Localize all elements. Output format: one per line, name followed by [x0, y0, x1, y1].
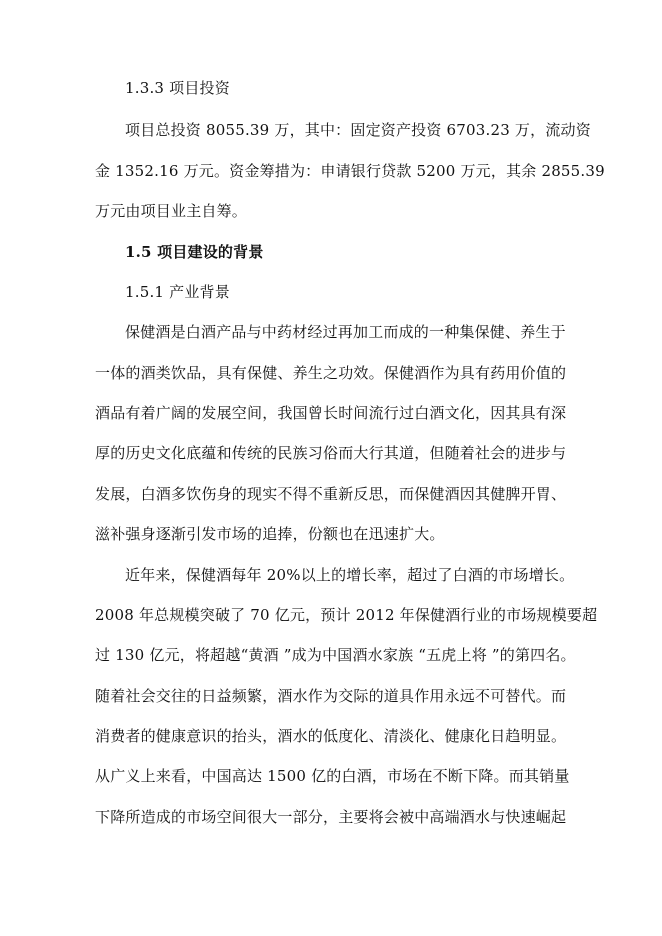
background-para1-line-2: 一体的酒类饮品，具有保健、养生之功效。保健酒作为具有药用价值的 [95, 364, 567, 382]
background-para2-line-1: 近年来，保健酒每年 20%以上的增长率，超过了白酒的市场增长。 [125, 566, 575, 584]
investment-line-3: 万元由项目业主自筹。 [95, 202, 248, 220]
background-para2-line-5: 消费者的健康意识的抬头，酒水的低度化、清淡化、健康化日趋明显。 [95, 727, 567, 745]
background-para1-line-3: 酒品有着广阔的发展空间，我国曾长时间流行过白酒文化，因其具有深 [95, 404, 567, 422]
section-heading-1-5: 1.5 项目建设的背景 [125, 243, 264, 261]
background-para1-line-6: 滋补强身逐渐引发市场的追捧，份额也在迅速扩大。 [95, 525, 445, 543]
investment-line-1: 项目总投资 8055.39 万，其中：固定资产投资 6703.23 万，流动资 [125, 121, 591, 139]
background-para2-line-4: 随着社会交往的日益频繁，酒水作为交际的道具作用永远不可替代。而 [95, 687, 567, 705]
investment-line-2: 金 1352.16 万元。资金筹措为：申请银行贷款 5200 万元，其余 2855.39 [95, 162, 605, 180]
background-para1-line-5: 发展，白酒多饮伤身的现实不得不重新反思，而保健酒因其健脾开胃、 [95, 485, 567, 503]
background-para2-line-2: 2008 年总规模突破了 70 亿元，预计 2012 年保健酒行业的市场规模要超 [95, 606, 598, 624]
background-para2-line-7: 下降所造成的市场空间很大一部分，主要将会被中高端酒水与快速崛起 [95, 808, 567, 826]
background-para2-line-3: 过 130 亿元，将超越“黄酒 ”成为中国酒水家族 “五虎上将 ”的第四名。 [95, 646, 576, 664]
background-para2-line-6: 从广义上来看，中国高达 1500 亿的白酒，市场在不断下降。而其销量 [95, 767, 570, 785]
section-heading-1-5-1: 1.5.1 产业背景 [125, 283, 230, 301]
section-heading-1-3-3: 1.3.3 项目投资 [125, 79, 230, 97]
background-para1-line-1: 保健酒是白酒产品与中药材经过再加工而成的一种集保健、养生于 [125, 323, 566, 341]
background-para1-line-4: 厚的历史文化底蕴和传统的民族习俗而大行其道，但随着社会的进步与 [95, 444, 567, 462]
